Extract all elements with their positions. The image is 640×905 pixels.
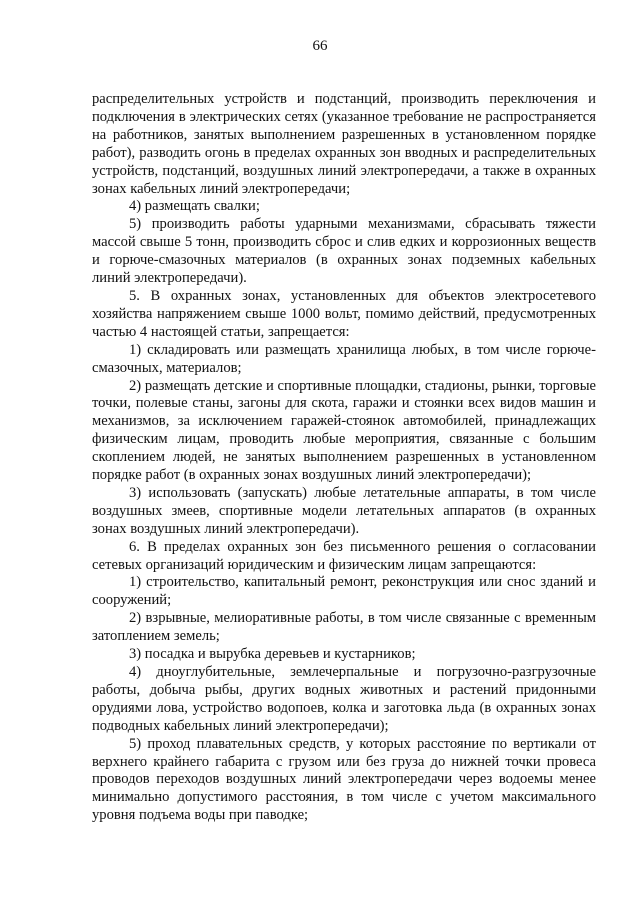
paragraph: 1) складировать или размещать хранилища любых, в том числе горюче-смазочных, материалов;: [92, 341, 596, 376]
paragraph: 6. В пределах охранных зон без письменного решения о согласовании сетевых организаций юридическим и физическим лицам запрещаются:: [92, 538, 596, 573]
paragraph: 3) использовать (запускать) любые летательные аппараты, в том числе воздушных змеев, спортивные модели летательных аппаратов (в охранных зонах воздушных линий электропередачи).: [92, 484, 596, 537]
paragraph: 4) размещать свалки;: [129, 198, 260, 215]
paragraph: 2) размещать детские и спортивные площадки, стадионы, рынки, торговые точки, полевые станы, загоны для скота, гаражи и стоянки всех видов машин и механизмов, за исключением гаражей-стоянок автомобилей, принадлежащих физическим лицам, проводить любые мероприятия, связанные с большим скоплением людей, не занятых выполнением разрешенных в установленном порядке работ (в охранных зонах воздушных линий электропередачи);: [92, 377, 596, 484]
paragraph: 5. В охранных зонах, установленных для объектов электросетевого хозяйства напряжением свыше 1000 вольт, помимо действий, предусмотренных частью 4 настоящей статьи, запрещается:: [92, 287, 596, 340]
paragraph: 5) проход плавательных средств, у которых расстояние по вертикали от верхнего крайнего габарита с грузом или без груза до нижней точки провеса проводов переходов воздушных линий электропередачи через водоемы менее минимально допустимого расстояния, в том числе с учетом максимального уровня подъема воды при паводке;: [92, 735, 596, 824]
document-body: [92, 91, 596, 825]
page-number: 66: [312, 38, 328, 54]
paragraph: 1) строительство, капитальный ремонт, реконструкция или снос зданий и сооружений;: [92, 574, 596, 609]
paragraph: 2) взрывные, мелиоративные работы, в том числе связанные с временным затоплением земель;: [92, 610, 596, 645]
paragraph: 5) производить работы ударными механизмами, сбрасывать тяжести массой свыше 5 тонн, производить сброс и слив едких и коррозионных веществ и горюче-смазочных материалов (в охранных зонах подземных кабельных линий электропередачи).: [92, 216, 596, 287]
paragraph: 3) посадка и вырубка деревьев и кустарников;: [129, 646, 416, 663]
paragraph: 4) дноуглубительные, землечерпальные и погрузочно-разгрузочные работы, добыча рыбы, других водных животных и растений придонными орудиями лова, устройство водопоев, колка и заготовка льда (в охранных зонах подводных кабельных линий электропередачи);: [92, 664, 596, 734]
paragraph: распределительных устройств и подстанций, производить переключения и подключения в электрических сетях (указанное требование не распространяется на работников, занятых выполнением разрешенных в установленном порядке работ), разводить огонь в пределах охранных зон вводных и распределительных устройств, подстанций, воздушных линий электропередачи, а также в охранных зонах кабельных линий электропередачи;: [92, 91, 596, 197]
